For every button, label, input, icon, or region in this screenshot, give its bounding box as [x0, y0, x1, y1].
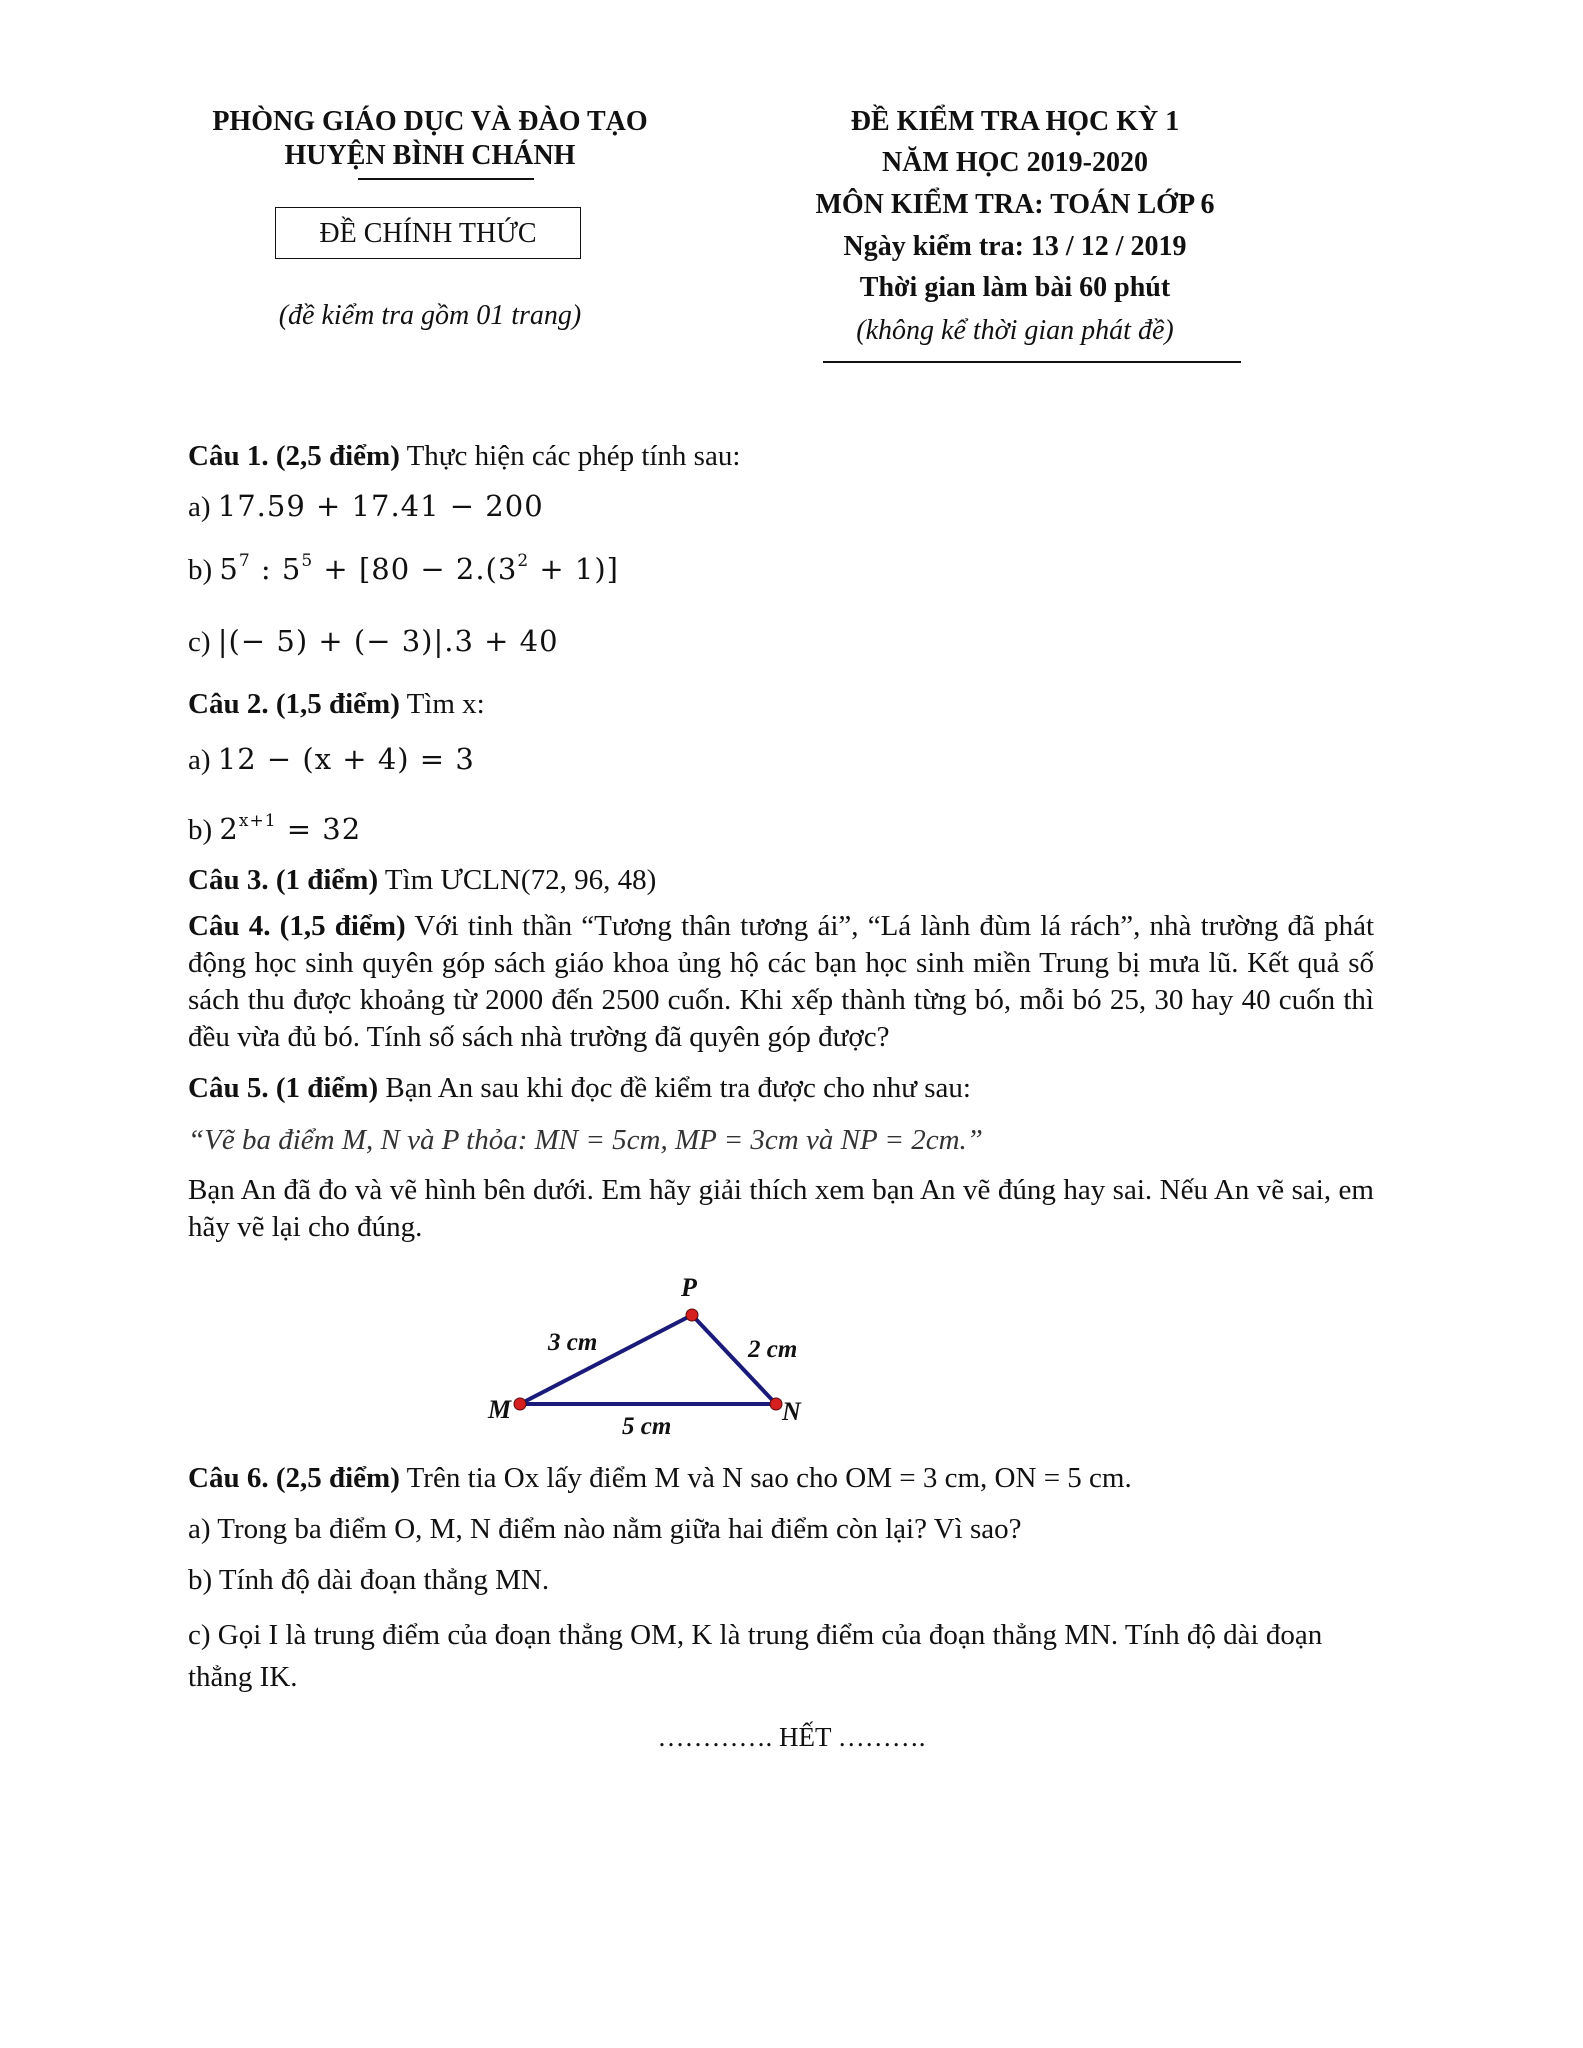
label-mn: 5 cm [622, 1413, 672, 1440]
question-2b [188, 812, 361, 847]
subject: MÔN KIỂM TRA: TOÁN LỚP 6 [815, 189, 1215, 220]
question-5 [188, 1072, 971, 1105]
question-5-text: Bạn An đã đo và vẽ hình bên dưới. Em hãy giải thích xem bạn An vẽ đúng hay sai. Nếu An vẽ sai, em hãy vẽ lại cho đúng. [188, 1174, 1374, 1243]
question-1c [188, 624, 559, 659]
q2b-label: b) [188, 814, 213, 846]
question-2-title: Câu 2. (1,5 điểm) [188, 688, 400, 720]
q2a-label: a) [188, 744, 211, 776]
question-1 [188, 440, 740, 473]
question-1a [188, 489, 544, 524]
question-3 [188, 864, 656, 897]
header-underline [823, 361, 1241, 363]
question-4-title: Câu 4. (1,5 điểm) [188, 910, 406, 942]
page-count-note: (đề kiểm tra gồm 01 trang) [278, 300, 582, 331]
department-name: PHÒNG GIÁO DỤC VÀ ĐÀO TẠO [212, 106, 648, 137]
label-n: N [782, 1397, 801, 1426]
end-marker: …………. HẾT ………. [657, 1722, 926, 1752]
district-name: HUYỆN BÌNH CHÁNH [284, 140, 576, 171]
question-1b [188, 552, 619, 587]
question-6c: c) Gọi I là trung điểm của đoạn thẳng OM, K là trung điểm của đoạn thẳng MN. Tính độ dài đoạn thẳng IK. [188, 1619, 1323, 1693]
district-underline [358, 178, 534, 180]
question-1-prompt: Thực hiện các phép tính sau: [406, 440, 741, 472]
point-n [770, 1398, 782, 1410]
point-p [686, 1309, 698, 1321]
question-5-prompt: Bạn An sau khi đọc đề kiểm tra được cho như sau: [385, 1072, 971, 1104]
duration: Thời gian làm bài 60 phút [859, 272, 1171, 303]
question-5-quote: “Vẽ ba điểm M, N và P thỏa: MN = 5cm, MP = 3cm và NP = 2cm.” [188, 1124, 983, 1156]
school-year: NĂM HỌC 2019-2020 [882, 147, 1148, 178]
label-p: P [681, 1273, 697, 1302]
label-m: M [488, 1395, 512, 1424]
point-m [514, 1398, 526, 1410]
segment-mp [520, 1315, 692, 1404]
question-6-prompt: Trên tia Ox lấy điểm M và N sao cho OM = 3 cm, ON = 5 cm. [406, 1462, 1132, 1494]
question-6b: b) Tính độ dài đoạn thẳng MN. [188, 1564, 550, 1596]
q1b-expression: $5^7$ : $5^5 + [80 - 2.(3^2 + 1)]$ [219, 551, 619, 586]
q2a-expression: 12 − (x + 4) = 3 [217, 742, 475, 776]
question-4-text: Với tinh thần “Tương thân tương ái”, “Lá lành đùm lá rách”, nhà trường đã phát động học sinh quyên góp sách giáo khoa ủng hộ các bạn học sinh miền Trung bị mưa lũ. Kết quả số sách thu được khoảng từ 2000 đến 2500 cuốn. Khi xếp thành từng bó, mỗi bó 25, 30 hay 40 cuốn thì đều vừa đủ bó. Tính số sách nhà trường đã quyên góp được? [188, 910, 1374, 1053]
q2b-expression: $2^{x+1} = 32$ [219, 811, 362, 846]
exam-title: ĐỀ KIỂM TRA HỌC KỲ 1 [850, 106, 1180, 137]
question-6-title: Câu 6. (2,5 điểm) [188, 1462, 400, 1494]
q1a-label: a) [188, 491, 211, 523]
triangle-figure [470, 1270, 830, 1440]
question-2a [188, 742, 475, 777]
question-4 [188, 908, 1374, 1056]
question-6 [188, 1462, 1132, 1495]
duration-note: (không kể thời gian phát đề) [856, 315, 1174, 346]
question-3-prompt: Tìm ƯCLN(72, 96, 48) [384, 864, 657, 896]
question-5-title: Câu 5. (1 điểm) [188, 1072, 379, 1104]
question-1-title: Câu 1. (2,5 điểm) [188, 440, 400, 472]
question-2-prompt: Tìm x: [406, 688, 485, 720]
label-mp: 3 cm [548, 1329, 598, 1356]
exam-date: Ngày kiểm tra: 13 / 12 / 2019 [843, 231, 1187, 262]
official-stamp-text: ĐỀ CHÍNH THỨC [319, 218, 537, 249]
q1a-expression: 17.59 + 17.41 − 200 [217, 489, 544, 523]
q1b-label: b) [188, 554, 213, 586]
q1c-expression: |(− 5) + (− 3)|.3 + 40 [217, 624, 559, 658]
label-np: 2 cm [748, 1336, 798, 1363]
q1c-label: c) [188, 626, 211, 658]
question-6a: a) Trong ba điểm O, M, N điểm nào nằm giữa hai điểm còn lại? Vì sao? [188, 1513, 1022, 1545]
question-2 [188, 688, 485, 721]
question-3-title: Câu 3. (1 điểm) [188, 864, 379, 896]
